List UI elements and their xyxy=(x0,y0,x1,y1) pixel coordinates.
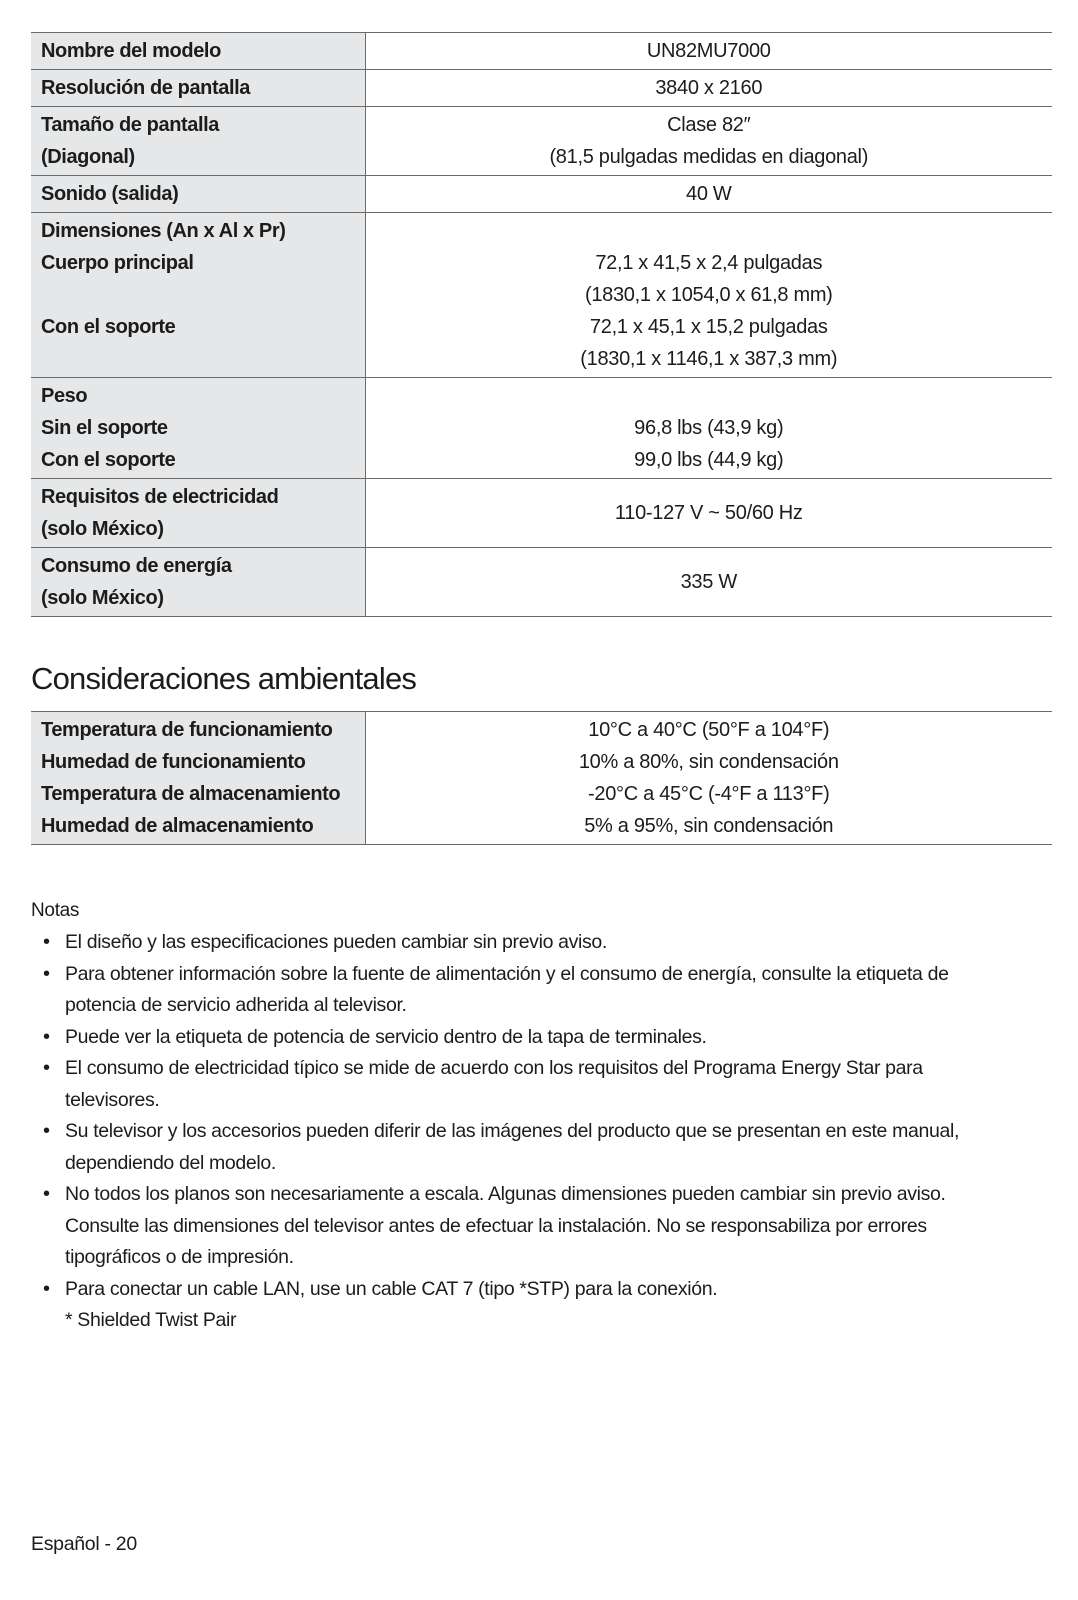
spec-label-line: Con el soporte xyxy=(41,449,176,471)
spec-value-line: 10% a 80%, sin condensación xyxy=(578,751,839,773)
note-line: • Para conectar un cable LAN, use un cable CAT 7 (tipo *STP) para la conexión. xyxy=(65,1277,718,1300)
spec-row xyxy=(31,107,1052,176)
spec-value-line: (1830,1 x 1146,1 x 387,3 mm) xyxy=(580,348,838,370)
spec-value-line: Clase 82″ xyxy=(667,114,751,136)
spec-row xyxy=(31,33,1052,70)
environment-table xyxy=(31,711,1052,845)
spec-value-line: (1830,1 x 1054,0 x 61,8 mm) xyxy=(584,284,833,306)
spec-label-line: (solo México) xyxy=(41,587,164,609)
spec-label xyxy=(31,213,365,378)
spec-value xyxy=(365,378,1052,479)
note-line: potencia de servicio adherida al televisor. xyxy=(65,994,407,1016)
spec-label-line: Nombre del modelo xyxy=(41,40,221,62)
spec-value-line: 335 W xyxy=(680,571,737,593)
spec-value-line: 99,0 lbs (44,9 kg) xyxy=(634,449,784,471)
spec-label-line: Temperatura de almacenamiento xyxy=(41,783,341,805)
environment-section-title: Consideraciones ambientales xyxy=(31,661,417,696)
notes-section xyxy=(31,895,1052,1337)
spec-label xyxy=(31,378,365,479)
note-line: Consulte las dimensiones del televisor antes de efectuar la instalación. No se responsabiliza por errores xyxy=(65,1214,927,1237)
spec-label-line: Temperatura de funcionamiento xyxy=(41,719,333,741)
spec-row xyxy=(31,479,1052,548)
note-item xyxy=(31,1053,1025,1116)
spec-value-line: 40 W xyxy=(686,183,732,205)
spec-value xyxy=(365,176,1052,213)
spec-label xyxy=(31,70,365,107)
spec-label-line: (solo México) xyxy=(41,518,164,540)
note-item xyxy=(31,927,1025,959)
spec-value-line: 72,1 x 45,1 x 15,2 pulgadas xyxy=(589,316,828,338)
spec-value-line: (81,5 pulgadas medidas en diagonal) xyxy=(549,146,869,168)
spec-value-line: 96,8 lbs (43,9 kg) xyxy=(634,417,784,439)
spec-row xyxy=(31,213,1052,378)
spec-row xyxy=(31,70,1052,107)
spec-label-line: Cuerpo principal xyxy=(41,252,194,274)
note-item xyxy=(31,1274,1025,1337)
note-item xyxy=(31,1022,1025,1054)
spec-value xyxy=(365,33,1052,70)
spec-label xyxy=(31,548,365,617)
spec-value xyxy=(365,712,1052,845)
note-item xyxy=(31,1116,1025,1179)
spec-label-line: Requisitos de electricidad xyxy=(41,486,279,508)
note-line: • No todos los planos son necesariamente a escala. Algunas dimensiones pueden cambiar sin previo aviso. xyxy=(65,1183,946,1205)
spec-label-line: Resolución de pantalla xyxy=(41,77,251,99)
spec-label-line: (Diagonal) xyxy=(41,146,135,168)
notes-list xyxy=(31,927,1052,1337)
spec-value-line: UN82MU7000 xyxy=(646,40,771,62)
note-line: * Shielded Twist Pair xyxy=(65,1309,237,1331)
spec-label-line: Consumo de energía xyxy=(41,555,232,577)
spec-label-line: Sin el soporte xyxy=(41,417,168,439)
spec-label-line: Con el soporte xyxy=(41,316,176,338)
spec-value xyxy=(365,70,1052,107)
spec-label xyxy=(31,479,365,548)
note-item xyxy=(31,1179,1025,1274)
environment-row xyxy=(31,712,1052,845)
note-line: • Su televisor y los accesorios pueden diferir de las imágenes del producto que se presentan en este manual, xyxy=(65,1120,960,1142)
spec-label-line: Dimensiones (An x Al x Pr) xyxy=(41,220,286,242)
spec-value-line: 3840 x 2160 xyxy=(655,77,763,99)
spec-row xyxy=(31,176,1052,213)
note-line: tipográficos o de impresión. xyxy=(65,1246,294,1268)
spec-value-line: 72,1 x 41,5 x 2,4 pulgadas xyxy=(595,252,823,274)
spec-value-line: 5% a 95%, sin condensación xyxy=(584,815,834,837)
spec-value xyxy=(365,213,1052,378)
spec-label-line: Humedad de almacenamiento xyxy=(41,815,314,837)
spec-row xyxy=(31,548,1052,617)
note-line: • El diseño y las especificaciones pueden cambiar sin previo aviso. xyxy=(65,931,607,953)
spec-label-line xyxy=(41,343,365,375)
spec-value-line xyxy=(366,380,1053,412)
note-line: dependiendo del modelo. xyxy=(65,1151,276,1174)
page-number: Español - 20 xyxy=(31,1533,137,1555)
spec-label-line: Tamaño de pantalla xyxy=(41,114,220,136)
document-page xyxy=(31,32,1052,1337)
spec-label xyxy=(31,107,365,176)
note-line: • El consumo de electricidad típico se mide de acuerdo con los requisitos del Programa Energy Star para xyxy=(65,1057,923,1079)
spec-value xyxy=(365,107,1052,176)
spec-label xyxy=(31,176,365,213)
spec-label-line: Humedad de funcionamiento xyxy=(41,751,306,773)
spec-value-line: 10°C a 40°C (50°F a 104°F) xyxy=(588,719,830,741)
spec-value xyxy=(365,548,1052,617)
note-line: • Puede ver la etiqueta de potencia de servicio dentro de la tapa de terminales. xyxy=(65,1025,707,1048)
spec-label-line xyxy=(41,279,365,311)
note-item xyxy=(31,959,1025,1022)
specifications-table xyxy=(31,32,1052,617)
spec-row xyxy=(31,378,1052,479)
spec-label xyxy=(31,712,365,845)
spec-label-line: Sonido (salida) xyxy=(41,183,179,205)
spec-label xyxy=(31,33,365,70)
spec-label-line: Peso xyxy=(41,385,88,407)
spec-value-line: -20°C a 45°C (-4°F a 113°F) xyxy=(588,783,830,805)
note-line: televisores. xyxy=(65,1088,160,1111)
spec-value-line xyxy=(366,215,1053,247)
notes-title: Notas xyxy=(31,900,80,921)
spec-value xyxy=(365,479,1052,548)
spec-value-line: 110-127 V ~ 50/60 Hz xyxy=(614,502,803,524)
note-line: • Para obtener información sobre la fuente de alimentación y el consumo de energía, consulte la etiqueta de xyxy=(65,962,949,985)
